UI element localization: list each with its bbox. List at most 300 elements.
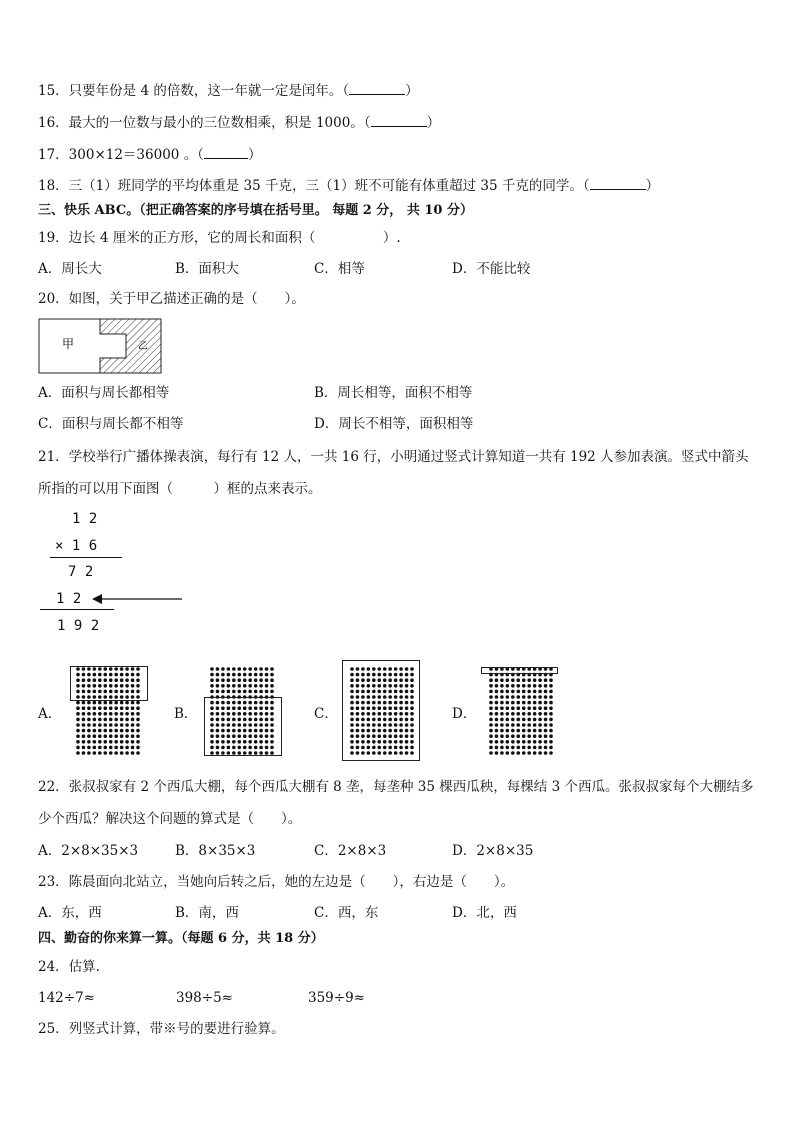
dot xyxy=(243,667,247,671)
dot xyxy=(489,746,493,750)
q22-option-d[interactable]: D．2×8×35 xyxy=(452,843,534,859)
q20-option-d[interactable]: D．周长不相等，面积相等 xyxy=(314,416,474,432)
dot xyxy=(232,667,236,671)
dot xyxy=(76,746,80,750)
question-16-tail: ） xyxy=(426,115,441,131)
calc-row-5: 1 9 2 xyxy=(57,618,100,634)
q22-option-a[interactable]: A．2×8×35×3 xyxy=(38,843,139,859)
question-16 xyxy=(38,114,440,132)
dot xyxy=(210,690,214,694)
dot xyxy=(516,718,520,722)
q21-option-d-label[interactable]: D． xyxy=(452,706,477,722)
dot xyxy=(500,706,504,710)
dot xyxy=(125,740,129,744)
dot xyxy=(500,695,504,699)
dot xyxy=(506,718,510,722)
answer-blank-18[interactable] xyxy=(590,177,646,190)
dot xyxy=(259,684,263,688)
dot xyxy=(544,723,548,727)
dot xyxy=(131,746,135,750)
dot xyxy=(495,690,499,694)
dot xyxy=(103,729,107,733)
dot xyxy=(516,701,520,705)
dot xyxy=(109,723,113,727)
dot xyxy=(243,678,247,682)
dot xyxy=(87,734,91,738)
dot xyxy=(98,723,102,727)
dot xyxy=(522,729,526,733)
dot xyxy=(114,729,118,733)
dot xyxy=(522,751,526,755)
dot xyxy=(549,723,553,727)
dot xyxy=(93,740,97,744)
dot xyxy=(527,734,531,738)
dot xyxy=(516,723,520,727)
dot xyxy=(254,673,258,677)
dot xyxy=(125,746,129,750)
dot xyxy=(87,718,91,722)
dot xyxy=(544,712,548,716)
dot xyxy=(549,690,553,694)
dot xyxy=(527,740,531,744)
dot xyxy=(254,667,258,671)
dot xyxy=(210,684,214,688)
dot xyxy=(87,712,91,716)
question-18 xyxy=(38,177,659,195)
dot xyxy=(87,723,91,727)
dot xyxy=(538,712,542,716)
dot xyxy=(120,706,124,710)
dot xyxy=(495,678,499,682)
dot xyxy=(495,740,499,744)
dot xyxy=(98,701,102,705)
dot xyxy=(109,718,113,722)
dot xyxy=(131,706,135,710)
dot xyxy=(527,678,531,682)
dot xyxy=(136,729,140,733)
dot xyxy=(516,734,520,738)
dot xyxy=(136,734,140,738)
dot xyxy=(538,746,542,750)
dot xyxy=(549,751,553,755)
dot xyxy=(109,706,113,710)
dot xyxy=(495,718,499,722)
answer-blank-15[interactable] xyxy=(349,82,405,95)
dot xyxy=(76,734,80,738)
dot xyxy=(533,729,537,733)
dot xyxy=(506,723,510,727)
dot xyxy=(82,723,86,727)
q21-option-a-label[interactable]: A． xyxy=(38,706,62,722)
dot xyxy=(82,746,86,750)
question-15-text: 15．只要年份是 4 的倍数，这一年就一定是闰年。（ xyxy=(38,83,350,99)
dot xyxy=(511,718,515,722)
dot xyxy=(114,746,118,750)
dot xyxy=(549,734,553,738)
dot xyxy=(82,706,86,710)
dot xyxy=(131,723,135,727)
dot xyxy=(131,751,135,755)
dot xyxy=(114,734,118,738)
dot xyxy=(538,751,542,755)
dot xyxy=(533,723,537,727)
dot xyxy=(93,723,97,727)
question-21-text-2: 所指的可以用下面图（ ）框的点来表示。 xyxy=(38,481,322,497)
dot-array-d[interactable] xyxy=(489,667,553,755)
question-17-tail: ） xyxy=(247,147,262,163)
dot xyxy=(120,751,124,755)
dot xyxy=(227,667,231,671)
dot xyxy=(216,667,220,671)
dot xyxy=(538,684,542,688)
dot xyxy=(516,684,520,688)
q21-option-b-label[interactable]: B． xyxy=(174,706,198,722)
dot xyxy=(120,740,124,744)
calc-row-2: × 1 6 xyxy=(55,538,98,554)
dot xyxy=(522,746,526,750)
dot xyxy=(495,751,499,755)
dot xyxy=(237,684,241,688)
dot xyxy=(210,678,214,682)
dot xyxy=(131,729,135,733)
dot xyxy=(511,746,515,750)
dot xyxy=(93,701,97,705)
dot xyxy=(511,701,515,705)
dot xyxy=(500,690,504,694)
dot xyxy=(489,723,493,727)
dot xyxy=(527,746,531,750)
dot xyxy=(114,701,118,705)
dot xyxy=(549,746,553,750)
dot xyxy=(98,712,102,716)
dot xyxy=(131,718,135,722)
dot xyxy=(522,706,526,710)
question-16-text: 16．最大的一位数与最小的三位数相乘，积是 1000。（ xyxy=(38,115,371,131)
dot xyxy=(506,712,510,716)
dot xyxy=(270,690,274,694)
dot xyxy=(495,729,499,733)
question-18-tail: ） xyxy=(645,178,660,194)
dot xyxy=(248,684,252,688)
dot xyxy=(500,746,504,750)
dot xyxy=(136,706,140,710)
dot xyxy=(533,678,537,682)
dot xyxy=(527,751,531,755)
dot xyxy=(120,723,124,727)
dot xyxy=(489,751,493,755)
dot xyxy=(125,751,129,755)
dot xyxy=(544,706,548,710)
frame-a xyxy=(70,666,148,701)
dot xyxy=(93,706,97,710)
dot xyxy=(511,751,515,755)
dot xyxy=(76,718,80,722)
dot xyxy=(227,678,231,682)
q22-option-c[interactable]: C．2×8×3 xyxy=(314,843,387,859)
frame-b xyxy=(204,697,282,756)
dot xyxy=(82,751,86,755)
dot xyxy=(243,673,247,677)
dot xyxy=(131,712,135,716)
dot xyxy=(511,734,515,738)
dot xyxy=(495,734,499,738)
dot xyxy=(516,740,520,744)
dot xyxy=(210,667,214,671)
dot xyxy=(131,740,135,744)
dot xyxy=(544,746,548,750)
dot xyxy=(125,712,129,716)
dot xyxy=(489,701,493,705)
arrow-icon xyxy=(92,592,184,606)
dot xyxy=(265,673,269,677)
dot xyxy=(533,718,537,722)
q20-option-a[interactable]: A．面积与周长都相等 xyxy=(38,385,170,401)
dot xyxy=(522,718,526,722)
dot xyxy=(125,718,129,722)
dot xyxy=(544,690,548,694)
dot xyxy=(511,690,515,694)
dot xyxy=(489,740,493,744)
dot xyxy=(544,684,548,688)
q19-option-a[interactable]: A．周长大 xyxy=(38,261,102,277)
dot xyxy=(237,678,241,682)
dot xyxy=(125,706,129,710)
question-22-text-1: 22．张叔叔家有 2 个西瓜大棚，每个西瓜大棚有 8 垄，每垄种 35 棵西瓜秧，每棵结 3 个西瓜。张叔叔家每个大棚结多 xyxy=(38,779,754,795)
q23-option-b[interactable]: B．南，西 xyxy=(175,905,239,921)
dot xyxy=(500,684,504,688)
dot xyxy=(495,746,499,750)
calc-row-1: 1 2 xyxy=(72,511,98,527)
dot xyxy=(109,729,113,733)
dot xyxy=(82,734,86,738)
dot xyxy=(549,678,553,682)
dot xyxy=(114,718,118,722)
dot xyxy=(87,729,91,733)
dot xyxy=(533,684,537,688)
yi-region xyxy=(100,319,161,373)
dot xyxy=(259,678,263,682)
question-24-text: 24．估算. xyxy=(38,959,100,975)
question-17 xyxy=(38,146,261,164)
dot xyxy=(270,678,274,682)
dot xyxy=(549,706,553,710)
question-15 xyxy=(38,82,419,100)
dot xyxy=(82,712,86,716)
dot xyxy=(254,690,258,694)
dot xyxy=(265,667,269,671)
dot xyxy=(93,712,97,716)
dot xyxy=(221,690,225,694)
q19-option-b[interactable]: B．面积大 xyxy=(175,261,239,277)
dot xyxy=(248,678,252,682)
dot xyxy=(87,701,91,705)
question-22-text-2: 少个西瓜？解决这个问题的算式是（ ）。 xyxy=(38,811,302,827)
q20-option-c[interactable]: C．面积与周长都不相等 xyxy=(38,416,184,432)
dot xyxy=(506,734,510,738)
dot xyxy=(544,740,548,744)
q23-option-c[interactable]: C．西，东 xyxy=(314,905,379,921)
dot xyxy=(265,684,269,688)
dot xyxy=(538,706,542,710)
dot xyxy=(93,734,97,738)
estimate-item-1[interactable]: 142÷7≈ xyxy=(38,990,95,1006)
dot xyxy=(221,667,225,671)
dot xyxy=(533,701,537,705)
dot xyxy=(506,690,510,694)
q19-option-d[interactable]: D．不能比较 xyxy=(452,261,531,277)
dot xyxy=(522,701,526,705)
dot xyxy=(538,740,542,744)
dot xyxy=(533,695,537,699)
dot xyxy=(538,678,542,682)
dot xyxy=(516,712,520,716)
dot xyxy=(237,673,241,677)
dot xyxy=(98,718,102,722)
dot xyxy=(527,723,531,727)
dot xyxy=(248,673,252,677)
dot xyxy=(114,712,118,716)
dot xyxy=(489,729,493,733)
q22-option-b[interactable]: B．8×35×3 xyxy=(175,843,256,859)
dot xyxy=(489,718,493,722)
dot xyxy=(549,718,553,722)
dot xyxy=(227,690,231,694)
dot xyxy=(495,695,499,699)
dot xyxy=(270,673,274,677)
dot xyxy=(109,701,113,705)
dot xyxy=(533,751,537,755)
calc-row-4: 1 2 xyxy=(56,591,82,607)
dot xyxy=(216,673,220,677)
dot xyxy=(120,746,124,750)
question-23-text: 23．陈晨面向北站立，当她向后转之后，她的左边是（ ），右边是（ ）。 xyxy=(38,874,515,890)
dot xyxy=(527,706,531,710)
dot xyxy=(103,712,107,716)
dot xyxy=(125,734,129,738)
dot xyxy=(511,740,515,744)
dot xyxy=(270,667,274,671)
dot xyxy=(76,712,80,716)
q21-option-c-label[interactable]: C． xyxy=(314,706,338,722)
dot xyxy=(500,701,504,705)
calc-line-2 xyxy=(40,609,114,610)
dot xyxy=(103,706,107,710)
dot xyxy=(489,678,493,682)
dot xyxy=(227,673,231,677)
dot xyxy=(265,690,269,694)
dot xyxy=(522,690,526,694)
dot xyxy=(216,684,220,688)
dot xyxy=(136,712,140,716)
dot xyxy=(506,729,510,733)
dot xyxy=(522,734,526,738)
dot xyxy=(544,734,548,738)
dot xyxy=(527,712,531,716)
q20-option-b[interactable]: B．周长相等，面积不相等 xyxy=(314,385,473,401)
dot xyxy=(516,678,520,682)
dot xyxy=(511,712,515,716)
dot xyxy=(527,695,531,699)
q23-option-d[interactable]: D．北，西 xyxy=(452,905,517,921)
dot xyxy=(221,678,225,682)
dot xyxy=(538,723,542,727)
dot xyxy=(87,746,91,750)
dot xyxy=(533,712,537,716)
dot xyxy=(103,740,107,744)
dot xyxy=(259,690,263,694)
dot xyxy=(500,751,504,755)
dot xyxy=(254,678,258,682)
calc-row-3: 7 2 xyxy=(68,564,94,580)
dot xyxy=(109,740,113,744)
dot xyxy=(125,729,129,733)
dot xyxy=(489,734,493,738)
dot xyxy=(527,690,531,694)
dot xyxy=(549,712,553,716)
dot xyxy=(114,751,118,755)
dot xyxy=(511,695,515,699)
dot xyxy=(103,746,107,750)
dot xyxy=(221,673,225,677)
dot xyxy=(495,706,499,710)
question-19-text: 19．边长 4 厘米的正方形，它的周长和面积（ ）. xyxy=(38,230,401,246)
answer-blank-17[interactable] xyxy=(204,146,248,159)
dot xyxy=(109,712,113,716)
dot xyxy=(221,684,225,688)
q19-option-c[interactable]: C．相等 xyxy=(314,261,365,277)
dot xyxy=(516,690,520,694)
dot xyxy=(103,723,107,727)
answer-blank-16[interactable] xyxy=(371,114,427,127)
question-21-text-1: 21．学校举行广播体操表演，每行有 12 人，一共 16 行，小明通过竖式计算知道一共有 192 人参加表演。竖式中箭头 xyxy=(38,449,749,465)
q23-option-a[interactable]: A．东，西 xyxy=(38,905,102,921)
dot xyxy=(506,701,510,705)
dot xyxy=(76,723,80,727)
estimate-item-3[interactable]: 359÷9≈ xyxy=(308,990,365,1006)
dot xyxy=(527,718,531,722)
dot xyxy=(232,673,236,677)
dot xyxy=(489,695,493,699)
dot xyxy=(527,701,531,705)
dot xyxy=(210,673,214,677)
dot xyxy=(500,740,504,744)
dot xyxy=(489,706,493,710)
dot xyxy=(237,667,241,671)
dot xyxy=(232,690,236,694)
dot xyxy=(125,701,129,705)
dot xyxy=(98,734,102,738)
dot xyxy=(120,729,124,733)
dot xyxy=(82,729,86,733)
dot xyxy=(495,723,499,727)
estimate-item-2[interactable]: 398÷5≈ xyxy=(176,990,233,1006)
dot xyxy=(87,751,91,755)
dot xyxy=(243,684,247,688)
dot xyxy=(511,678,515,682)
dot xyxy=(495,684,499,688)
dot xyxy=(500,729,504,733)
dot xyxy=(136,718,140,722)
dot xyxy=(237,690,241,694)
dot xyxy=(109,751,113,755)
question-18-text: 18．三（1）班同学的平均体重是 35 千克，三（1）班不可能有体重超过 35 千克的同学。（ xyxy=(38,178,590,194)
dot xyxy=(93,729,97,733)
dot xyxy=(522,723,526,727)
dot xyxy=(506,740,510,744)
dot xyxy=(114,740,118,744)
dot xyxy=(114,723,118,727)
dot xyxy=(506,684,510,688)
